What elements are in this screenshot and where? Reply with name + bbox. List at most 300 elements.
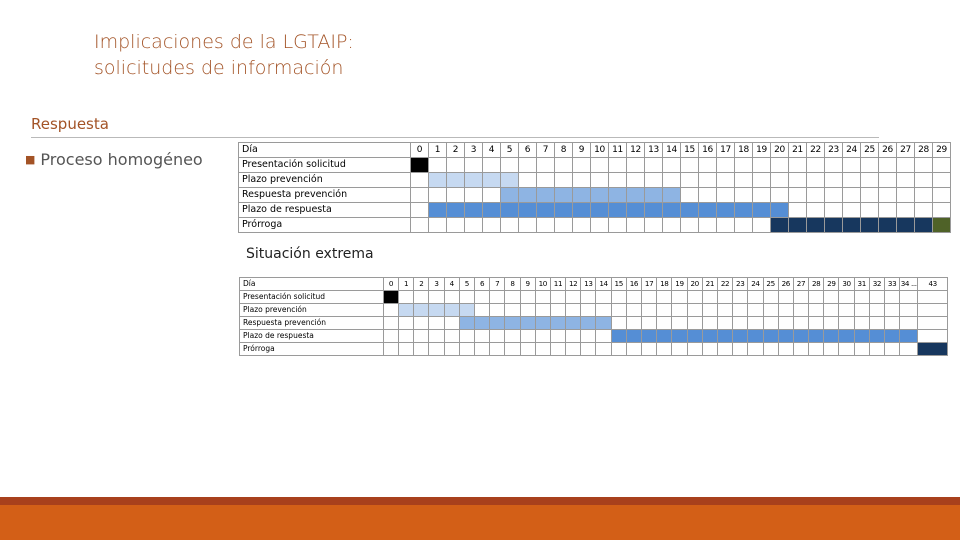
gantt-task-row <box>240 330 948 343</box>
gantt-cell <box>642 304 657 317</box>
gantt-cell <box>444 330 459 343</box>
gantt-bar-cell <box>537 188 555 203</box>
gantt-cell <box>591 218 609 233</box>
gantt-cell <box>824 343 839 356</box>
gantt-bar-cell <box>793 330 808 343</box>
gantt-cell <box>411 218 429 233</box>
gantt-bar-cell <box>672 330 687 343</box>
gantt-bar-cell <box>627 188 645 203</box>
gantt-cell <box>900 304 918 317</box>
gantt-bar-cell <box>702 330 717 343</box>
gantt-bar-cell <box>681 203 699 218</box>
gantt-day-header: 18 <box>657 278 672 291</box>
gantt-cell <box>520 343 535 356</box>
gantt-day-header: 1 <box>429 143 447 158</box>
gantt-bar-cell <box>591 188 609 203</box>
gantt-cell <box>753 218 771 233</box>
gantt-cell <box>505 330 520 343</box>
gantt-bar-cell <box>861 218 879 233</box>
gantt-cell <box>900 343 918 356</box>
gantt-cell <box>465 218 483 233</box>
gantt-bar-cell <box>501 173 519 188</box>
gantt-cell <box>885 304 900 317</box>
gantt-day-header: 27 <box>793 278 808 291</box>
gantt-cell <box>717 291 732 304</box>
gantt-bar-cell <box>869 330 884 343</box>
gantt-cell <box>885 291 900 304</box>
gantt-day-header: 21 <box>702 278 717 291</box>
gantt-bar-cell <box>824 330 839 343</box>
gantt-cell <box>384 330 399 343</box>
gantt-cell <box>537 158 555 173</box>
gantt-day-header: 12 <box>566 278 581 291</box>
gantt-cell <box>809 291 824 304</box>
gantt-bar-cell <box>483 173 501 188</box>
gantt-bar-cell <box>591 203 609 218</box>
gantt-cell <box>519 173 537 188</box>
gantt-cell <box>429 330 444 343</box>
gantt-bar-cell <box>611 330 626 343</box>
gantt-bar-cell <box>843 218 861 233</box>
gantt-cell <box>717 304 732 317</box>
gantt-chart-homogeneous <box>238 142 951 233</box>
gantt-cell <box>681 173 699 188</box>
gantt-day-header: 6 <box>474 278 489 291</box>
gantt-header-row <box>239 143 951 158</box>
gantt-day-header: 8 <box>505 278 520 291</box>
gantt-bar-cell <box>753 203 771 218</box>
gantt-day-header: 29 <box>824 278 839 291</box>
gantt-cell <box>753 173 771 188</box>
gantt-cell <box>611 317 626 330</box>
gantt-cell <box>609 218 627 233</box>
gantt-cell <box>717 173 735 188</box>
gantt-bar-cell <box>537 203 555 218</box>
gantt-cell <box>474 330 489 343</box>
gantt-bar-cell <box>915 218 933 233</box>
gantt-header-row <box>240 278 948 291</box>
gantt-task-row <box>239 203 951 218</box>
gantt-cell <box>900 317 918 330</box>
gantt-day-header: 9 <box>520 278 535 291</box>
gantt-cell <box>444 291 459 304</box>
gantt-cell <box>839 291 854 304</box>
gantt-cell <box>681 158 699 173</box>
gantt-cell <box>550 330 565 343</box>
gantt-cell <box>771 158 789 173</box>
gantt-bar-cell <box>414 304 429 317</box>
gantt-cell <box>825 173 843 188</box>
gantt-task-label: Presentación solicitud <box>239 158 411 173</box>
gantt-cell <box>459 343 474 356</box>
gantt-cell <box>854 304 869 317</box>
gantt-cell <box>429 218 447 233</box>
gantt-cell <box>566 343 581 356</box>
gantt-cell <box>763 291 778 304</box>
gantt-cell <box>399 317 414 330</box>
gantt-cell <box>702 304 717 317</box>
gantt-cell <box>444 317 459 330</box>
gantt-bar-cell <box>825 218 843 233</box>
gantt-cell <box>474 291 489 304</box>
gantt-bar-cell <box>566 317 581 330</box>
gantt-cell <box>854 291 869 304</box>
gantt-day-header: 32 <box>869 278 884 291</box>
gantt-day-header: 2 <box>414 278 429 291</box>
gantt-cell <box>411 203 429 218</box>
gantt-cell <box>581 330 596 343</box>
gantt-cell <box>753 188 771 203</box>
gantt-task-row <box>240 317 948 330</box>
gantt-cell <box>918 317 948 330</box>
gantt-cell <box>897 173 915 188</box>
gantt-day-header: 9 <box>573 143 591 158</box>
gantt-cell <box>501 158 519 173</box>
gantt-cell <box>809 304 824 317</box>
gantt-bar-cell <box>657 330 672 343</box>
gantt-bar-cell <box>626 330 641 343</box>
gantt-cell <box>879 203 897 218</box>
gantt-cell <box>535 304 550 317</box>
slide-title-line-1: Implicaciones de la LGTAIP: <box>94 31 354 53</box>
gantt-bar-cell <box>505 317 520 330</box>
gantt-bar-cell <box>573 188 591 203</box>
gantt-bar-cell <box>771 203 789 218</box>
gantt-bar-cell <box>687 330 702 343</box>
slide-title-line-2: solicitudes de información <box>94 57 344 79</box>
footer-bar <box>0 505 960 540</box>
gantt-cell <box>735 173 753 188</box>
gantt-day-header: 28 <box>915 143 933 158</box>
gantt-cell <box>763 343 778 356</box>
gantt-cell <box>825 203 843 218</box>
gantt-day-header: 24 <box>748 278 763 291</box>
gantt-cell <box>626 291 641 304</box>
gantt-cell <box>793 317 808 330</box>
gantt-day-header: 7 <box>490 278 505 291</box>
gantt-cell <box>861 173 879 188</box>
gantt-bar-cell <box>459 317 474 330</box>
gantt-cell <box>778 304 793 317</box>
gantt-cell <box>771 188 789 203</box>
gantt-task-label: Prórroga <box>240 343 384 356</box>
gantt-cell <box>687 304 702 317</box>
gantt-cell <box>733 291 748 304</box>
gantt-cell <box>520 291 535 304</box>
gantt-bar-cell <box>717 330 732 343</box>
gantt-bar-cell <box>771 218 789 233</box>
gantt-cell <box>735 158 753 173</box>
gantt-cell <box>915 173 933 188</box>
gantt-cell <box>535 343 550 356</box>
gantt-bar-cell <box>627 203 645 218</box>
gantt-task-label: Plazo prevención <box>239 173 411 188</box>
gantt-cell <box>626 343 641 356</box>
extreme-case-heading: Situación extrema <box>246 246 374 262</box>
gantt-cell <box>663 173 681 188</box>
gantt-bar-cell <box>609 188 627 203</box>
gantt-cell <box>717 317 732 330</box>
gantt-day-header: 25 <box>861 143 879 158</box>
gantt-cell <box>717 218 735 233</box>
gantt-bar-cell <box>519 203 537 218</box>
gantt-cell <box>793 304 808 317</box>
gantt-cell <box>566 304 581 317</box>
gantt-cell <box>879 158 897 173</box>
gantt-cell <box>748 317 763 330</box>
gantt-bar-cell <box>555 188 573 203</box>
gantt-cell <box>809 343 824 356</box>
gantt-task-row <box>240 304 948 317</box>
gantt-cell <box>672 343 687 356</box>
gantt-cell <box>519 218 537 233</box>
gantt-cell <box>843 203 861 218</box>
gantt-day-header: 10 <box>535 278 550 291</box>
gantt-task-label: Prórroga <box>239 218 411 233</box>
gantt-cell <box>573 218 591 233</box>
gantt-cell <box>879 188 897 203</box>
gantt-cell <box>897 158 915 173</box>
gantt-cell <box>663 218 681 233</box>
gantt-cell <box>915 188 933 203</box>
gantt-cell <box>550 291 565 304</box>
gantt-bar-cell <box>933 218 951 233</box>
gantt-bar-cell <box>885 330 900 343</box>
gantt-cell <box>861 203 879 218</box>
gantt-cell <box>596 330 611 343</box>
gantt-day-header: 4 <box>483 143 501 158</box>
gantt-day-header: 30 <box>839 278 854 291</box>
gantt-day-header: 26 <box>879 143 897 158</box>
gantt-cell <box>465 188 483 203</box>
gantt-day-header: 15 <box>611 278 626 291</box>
gantt-cell <box>915 203 933 218</box>
gantt-cell <box>789 203 807 218</box>
gantt-cell <box>869 304 884 317</box>
gantt-cell <box>702 317 717 330</box>
gantt-bar-cell <box>699 203 717 218</box>
gantt-day-header: 22 <box>807 143 825 158</box>
gantt-bar-cell <box>447 203 465 218</box>
gantt-bar-cell <box>490 317 505 330</box>
gantt-bar-cell <box>733 330 748 343</box>
gantt-cell <box>933 158 951 173</box>
gantt-cell <box>717 188 735 203</box>
gantt-cell <box>429 158 447 173</box>
gantt-cell <box>501 218 519 233</box>
gantt-cell <box>843 188 861 203</box>
gantt-cell <box>771 173 789 188</box>
gantt-day-header: 34 ... <box>900 278 918 291</box>
gantt-cell <box>537 218 555 233</box>
gantt-task-label: Plazo de respuesta <box>239 203 411 218</box>
gantt-day-header: 24 <box>843 143 861 158</box>
gantt-cell <box>573 158 591 173</box>
gantt-cell <box>519 158 537 173</box>
gantt-day-header: 10 <box>591 143 609 158</box>
gantt-cell <box>581 291 596 304</box>
gantt-bar-cell <box>763 330 778 343</box>
gantt-cell <box>699 188 717 203</box>
gantt-bar-cell <box>474 317 489 330</box>
gantt-cell <box>535 291 550 304</box>
gantt-bar-cell <box>429 173 447 188</box>
gantt-bar-cell <box>384 291 399 304</box>
gantt-cell <box>566 291 581 304</box>
gantt-cell <box>611 343 626 356</box>
gantt-cell <box>611 291 626 304</box>
gantt-cell <box>429 343 444 356</box>
gantt-cell <box>824 304 839 317</box>
gantt-cell <box>490 304 505 317</box>
gantt-cell <box>483 218 501 233</box>
gantt-day-header: 13 <box>581 278 596 291</box>
gantt-cell <box>839 343 854 356</box>
gantt-cell <box>642 291 657 304</box>
gantt-cell <box>490 343 505 356</box>
gantt-bar-cell <box>663 203 681 218</box>
gantt-day-header: 0 <box>411 143 429 158</box>
bullet-square-icon: ■ <box>25 153 36 166</box>
gantt-cell <box>465 158 483 173</box>
gantt-bar-cell <box>411 158 429 173</box>
gantt-cell <box>793 343 808 356</box>
gantt-cell <box>596 291 611 304</box>
gantt-header-label: Día <box>239 143 411 158</box>
gantt-cell <box>748 304 763 317</box>
gantt-cell <box>885 343 900 356</box>
gantt-cell <box>581 304 596 317</box>
gantt-header-label: Día <box>240 278 384 291</box>
gantt-bar-cell <box>501 188 519 203</box>
gantt-bar-cell <box>429 304 444 317</box>
gantt-cell <box>763 317 778 330</box>
gantt-day-header: 14 <box>663 143 681 158</box>
gantt-day-header: 11 <box>609 143 627 158</box>
gantt-day-header: 4 <box>444 278 459 291</box>
gantt-cell <box>900 291 918 304</box>
gantt-cell <box>399 291 414 304</box>
gantt-cell <box>399 343 414 356</box>
gantt-bar-cell <box>809 330 824 343</box>
gantt-day-header: 6 <box>519 143 537 158</box>
gantt-cell <box>550 304 565 317</box>
gantt-cell <box>627 218 645 233</box>
gantt-cell <box>459 330 474 343</box>
gantt-cell <box>627 158 645 173</box>
gantt-bar-cell <box>535 317 550 330</box>
gantt-cell <box>748 343 763 356</box>
gantt-day-header: 31 <box>854 278 869 291</box>
gantt-cell <box>591 158 609 173</box>
gantt-cell <box>824 291 839 304</box>
gantt-cell <box>399 330 414 343</box>
gantt-cell <box>609 173 627 188</box>
gantt-bar-cell <box>839 330 854 343</box>
gantt-day-header: 5 <box>459 278 474 291</box>
gantt-cell <box>879 173 897 188</box>
gantt-day-header: 20 <box>771 143 789 158</box>
gantt-cell <box>839 304 854 317</box>
gantt-cell <box>807 173 825 188</box>
gantt-bar-cell <box>663 188 681 203</box>
gantt-cell <box>611 304 626 317</box>
gantt-task-row <box>239 188 951 203</box>
gantt-bar-cell <box>807 218 825 233</box>
gantt-cell <box>414 330 429 343</box>
gantt-cell <box>789 188 807 203</box>
gantt-cell <box>843 158 861 173</box>
gantt-cell <box>733 343 748 356</box>
gantt-cell <box>429 317 444 330</box>
gantt-cell <box>869 291 884 304</box>
gantt-cell <box>681 218 699 233</box>
gantt-day-header: 17 <box>717 143 735 158</box>
gantt-cell <box>861 158 879 173</box>
gantt-cell <box>414 317 429 330</box>
gantt-cell <box>672 317 687 330</box>
bullet-item <box>25 150 203 169</box>
gantt-day-header: 26 <box>778 278 793 291</box>
gantt-bar-cell <box>609 203 627 218</box>
gantt-cell <box>429 291 444 304</box>
gantt-bar-cell <box>550 317 565 330</box>
gantt-cell <box>505 343 520 356</box>
gantt-cell <box>753 158 771 173</box>
gantt-day-header: 16 <box>699 143 717 158</box>
gantt-task-row <box>239 158 951 173</box>
gantt-cell <box>825 188 843 203</box>
gantt-bar-cell <box>778 330 793 343</box>
gantt-bar-cell <box>748 330 763 343</box>
gantt-cell <box>483 158 501 173</box>
gantt-bar-cell <box>573 203 591 218</box>
gantt-cell <box>657 304 672 317</box>
gantt-day-header: 3 <box>429 278 444 291</box>
gantt-cell <box>657 343 672 356</box>
gantt-task-label: Respuesta prevención <box>240 317 384 330</box>
gantt-day-header: 7 <box>537 143 555 158</box>
gantt-cell <box>520 304 535 317</box>
gantt-cell <box>699 158 717 173</box>
gantt-day-header: 3 <box>465 143 483 158</box>
gantt-bar-cell <box>900 330 918 343</box>
gantt-bar-cell <box>555 203 573 218</box>
gantt-task-row <box>240 343 948 356</box>
gantt-cell <box>411 188 429 203</box>
gantt-cell <box>843 173 861 188</box>
gantt-cell <box>733 317 748 330</box>
gantt-day-header: 11 <box>550 278 565 291</box>
gantt-cell <box>807 203 825 218</box>
gantt-cell <box>699 173 717 188</box>
gantt-cell <box>717 343 732 356</box>
gantt-bar-cell <box>642 330 657 343</box>
gantt-cell <box>384 304 399 317</box>
gantt-cell <box>550 343 565 356</box>
gantt-cell <box>824 317 839 330</box>
gantt-cell <box>933 203 951 218</box>
gantt-cell <box>778 317 793 330</box>
gantt-cell <box>793 291 808 304</box>
gantt-cell <box>687 343 702 356</box>
gantt-cell <box>735 188 753 203</box>
gantt-cell <box>627 173 645 188</box>
gantt-cell <box>918 291 948 304</box>
gantt-bar-cell <box>465 173 483 188</box>
gantt-day-header: 16 <box>626 278 641 291</box>
gantt-bar-cell <box>520 317 535 330</box>
